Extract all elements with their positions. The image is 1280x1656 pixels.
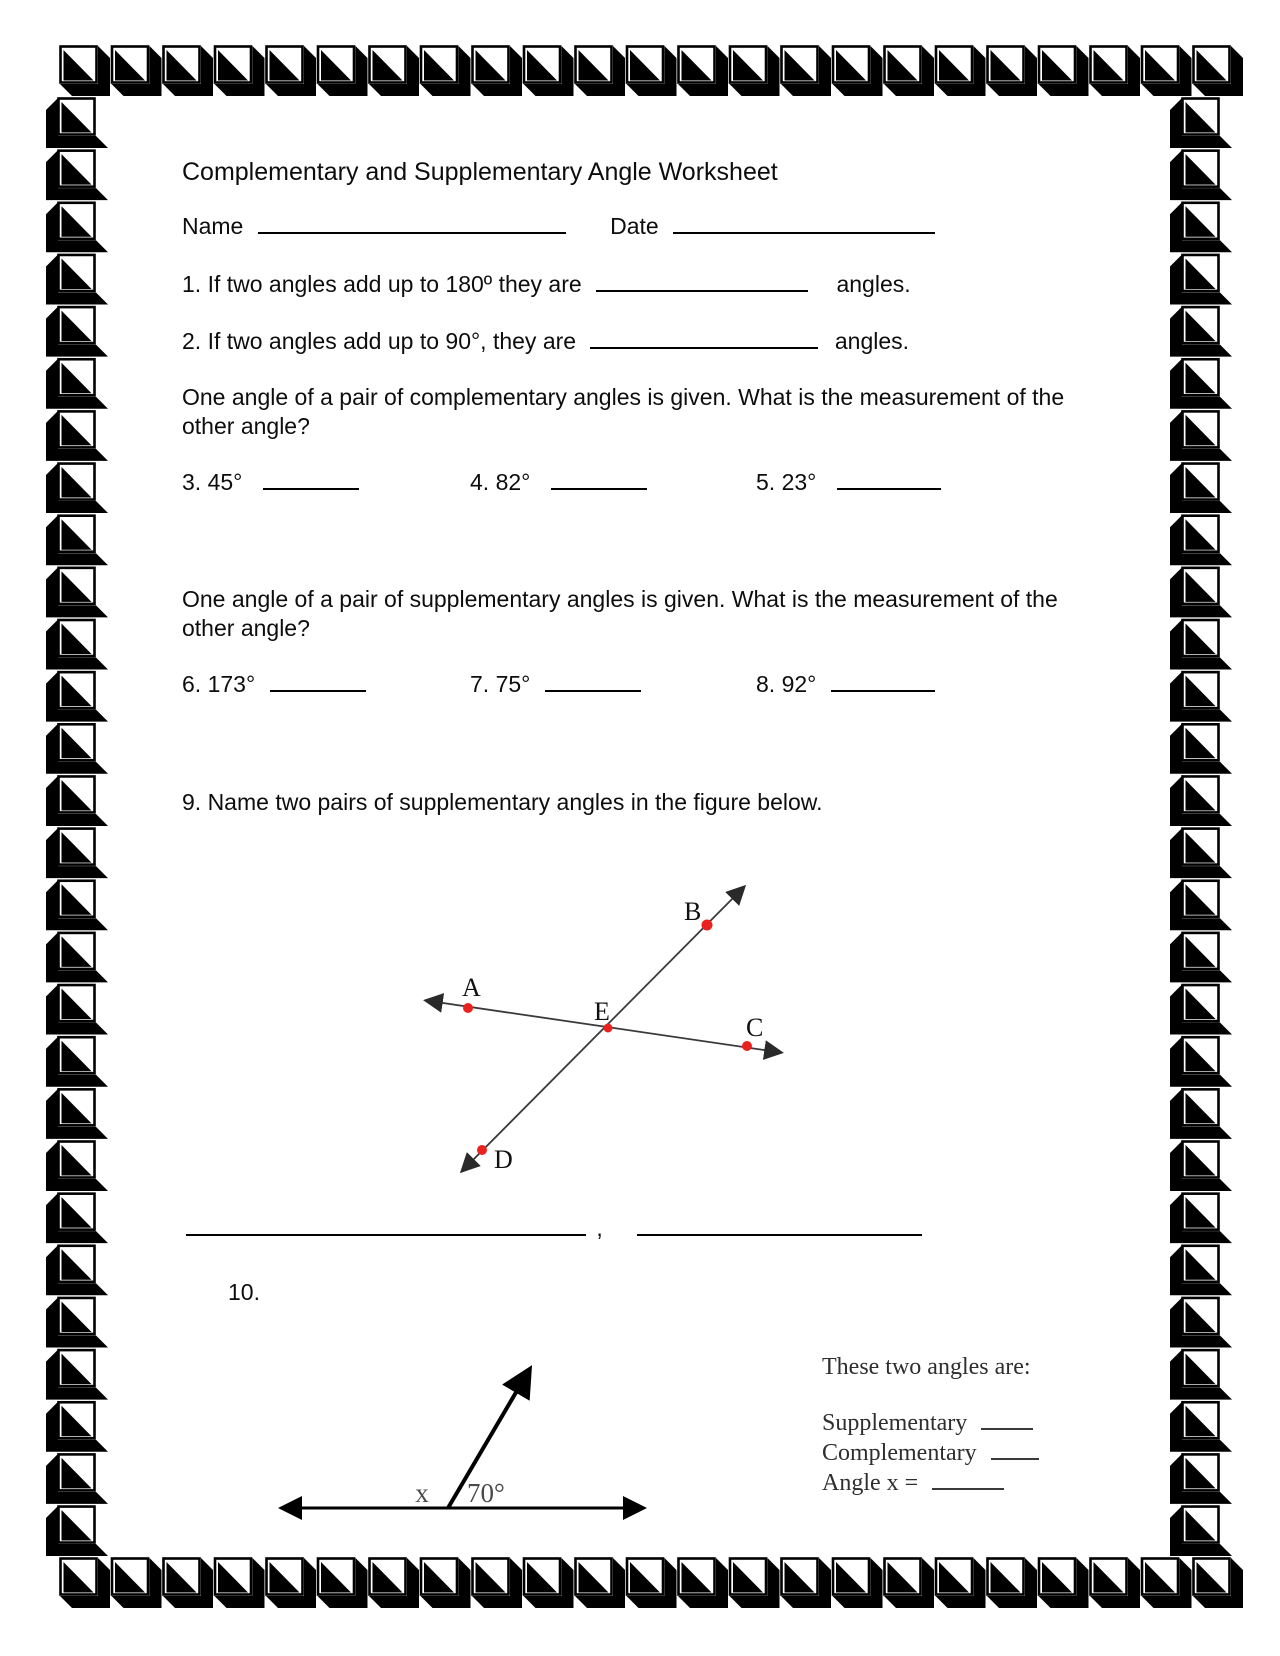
question-8 (756, 670, 935, 698)
question-5-answer-blank[interactable] (837, 468, 941, 490)
question-8-answer-blank[interactable] (831, 670, 935, 692)
question-7 (470, 670, 641, 698)
point-E-label: E (594, 997, 610, 1026)
border-art-left (46, 97, 110, 1559)
name-date-row (182, 212, 1082, 240)
question-1-text: 1. If two angles add up to 180º they are (182, 271, 582, 297)
question-9-prompt: 9. Name two pairs of supplementary angles in the figure below. (182, 789, 823, 815)
date-field-blank[interactable] (673, 212, 935, 234)
supplementary-intro: One angle of a pair of supplementary angles is given. What is the measurement of the other angle? (182, 586, 1058, 641)
border-art-top (48, 45, 1280, 97)
question-10-side-panel (822, 1352, 1122, 1498)
question-8-label: 8. 92° (756, 671, 817, 697)
question-7-answer-blank[interactable] (545, 670, 641, 692)
question-10-figure (250, 1330, 670, 1530)
question-1 (182, 270, 911, 298)
fig10-angle-x-blank[interactable] (932, 1470, 1004, 1490)
question-2-answer-blank[interactable] (590, 327, 818, 349)
border-art-bottom (48, 1557, 1280, 1609)
line-BD (462, 887, 744, 1171)
question-9-answer-blank-2[interactable] (637, 1214, 922, 1236)
question-5 (756, 468, 941, 496)
complementary-intro: One angle of a pair of complementary angles is given. What is the measurement of the other angle? (182, 384, 1065, 439)
question-3-label: 3. 45° (182, 469, 243, 495)
point-B-dot (702, 920, 713, 931)
question-6 (182, 670, 366, 698)
fig10-supplementary-blank[interactable] (981, 1410, 1033, 1430)
question-9-answers (186, 1214, 922, 1242)
point-A-dot (463, 1003, 473, 1013)
question-9-answer-blank-1[interactable] (186, 1214, 586, 1236)
name-label: Name (182, 213, 244, 239)
point-D-label: D (494, 1145, 513, 1174)
point-C-label: C (746, 1013, 764, 1042)
fig10-caption: These two angles are: (822, 1354, 1031, 1380)
fig10-complementary-row (822, 1438, 1122, 1468)
fig10-x-label: x (415, 1478, 429, 1508)
question-1-answer-blank[interactable] (596, 270, 808, 292)
fig10-supplementary-label: Supplementary (822, 1410, 968, 1436)
supplementary-items-row (182, 670, 1162, 704)
complementary-items-row (182, 468, 1162, 502)
fig10-angle-x-row (822, 1468, 1122, 1498)
fig10-angle-x-label: Angle x = (822, 1470, 919, 1496)
fig10-angle-value-label: 70° (467, 1478, 505, 1508)
question-5-label: 5. 23° (756, 469, 817, 495)
question-4 (470, 468, 647, 496)
question-3 (182, 468, 359, 496)
question-4-answer-blank[interactable] (551, 468, 647, 490)
name-field-blank[interactable] (258, 212, 566, 234)
point-A-label: A (462, 973, 481, 1002)
point-C-dot (742, 1041, 752, 1051)
point-B-label: B (684, 897, 702, 926)
fig10-complementary-label: Complementary (822, 1440, 977, 1466)
question-9-figure (390, 828, 802, 1190)
question-2-suffix: angles. (834, 328, 910, 354)
date-label: Date (610, 213, 659, 239)
question-3-answer-blank[interactable] (263, 468, 359, 490)
fig10-complementary-blank[interactable] (991, 1440, 1039, 1460)
question-2-text: 2. If two angles add up to 90°, they are (182, 328, 577, 354)
question-4-label: 4. 82° (470, 469, 531, 495)
point-D-dot (477, 1145, 487, 1155)
border-art-right (1170, 97, 1234, 1559)
question-7-label: 7. 75° (470, 671, 531, 697)
question-10-number: 10. (228, 1279, 260, 1305)
question-9-comma: , (596, 1215, 603, 1241)
fig10-supplementary-row (822, 1408, 1122, 1438)
page-title: Complementary and Supplementary Angle Worksheet (182, 158, 778, 186)
question-6-answer-blank[interactable] (270, 670, 366, 692)
question-6-label: 6. 173° (182, 671, 256, 697)
question-1-suffix: angles. (836, 271, 911, 297)
question-2 (182, 327, 909, 355)
